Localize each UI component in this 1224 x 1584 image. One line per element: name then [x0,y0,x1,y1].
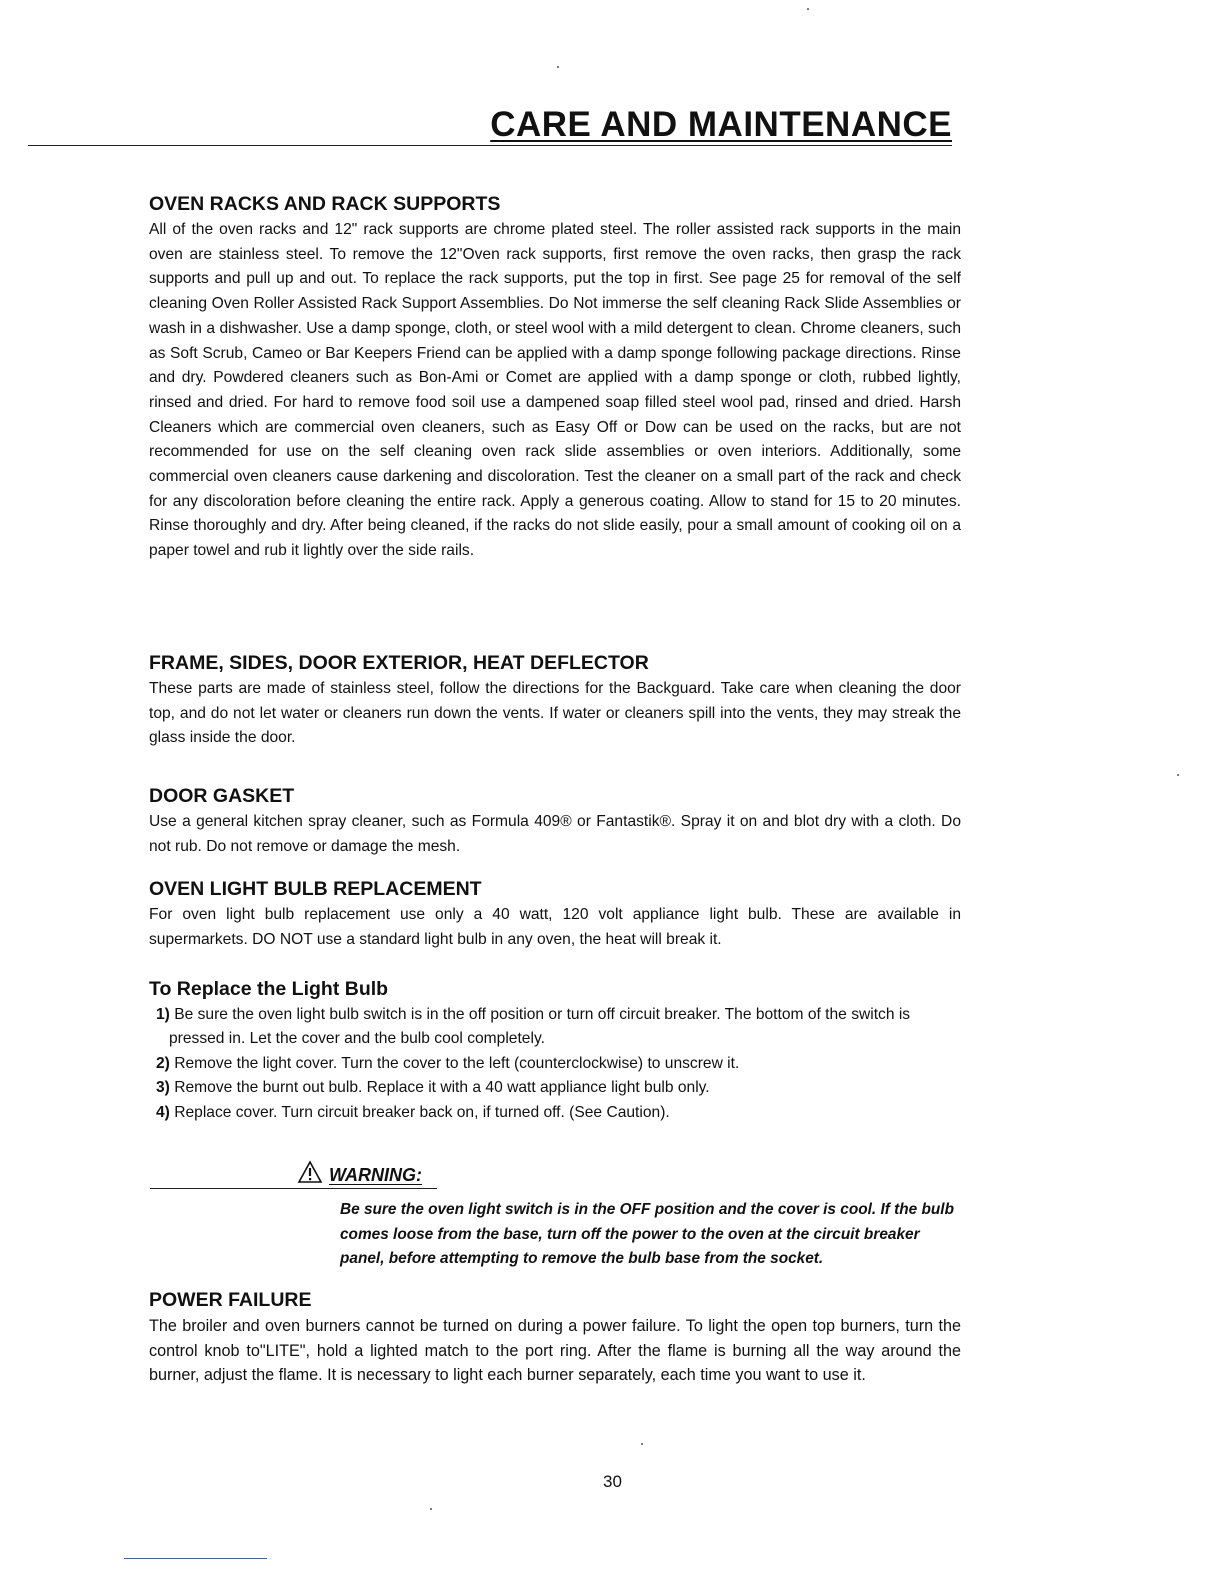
step-text: Remove the light cover. Turn the cover to the left (counterclockwise) to unscrew it. [174,1054,740,1072]
page-number: 30 [603,1472,622,1491]
warning-text: Be sure the oven light switch is in the OFF position and the cover is cool. If the bulb comes loose from the base, turn off the power to the oven at the circuit breaker panel, before attempting to remove the bulb base from the socket. [340,1201,954,1267]
list-item [149,1052,961,1076]
warning-label [297,1160,422,1188]
section-replace-bulb [149,977,961,1125]
scan-speck [430,1508,432,1510]
footer-line [124,1558,267,1559]
step-number: 4) [156,1103,170,1121]
steps-list [149,1003,961,1125]
list-item [149,1003,961,1052]
scan-speck [807,8,809,10]
section-heading: To Replace the Light Bulb [149,978,389,1000]
scan-speck [641,1443,643,1445]
step-number: 3) [156,1079,170,1097]
section-heading: POWER FAILURE [149,1289,312,1311]
section-body: Use a general kitchen spray cleaner, such as Formula 409® or Fantastik®. Spray it on and blot dry with a cloth. Do not rub. Do not remove or damage the mesh. [149,813,961,855]
header-rule [28,145,952,146]
warning-triangle-icon [297,1160,323,1184]
section-heading: FRAME, SIDES, DOOR EXTERIOR, HEAT DEFLECTOR [149,652,649,674]
step-text: Remove the burnt out bulb. Replace it with a 40 watt appliance light bulb only. [174,1079,710,1097]
section-body: These parts are made of stainless steel, follow the directions for the Backguard. Take care when cleaning the door top, and do not let water or cleaners run down the vents. If water or cleaners spill into the vents, they may streak the glass inside the door. [149,680,961,747]
list-item [149,1101,961,1125]
step-number: 2) [156,1054,170,1072]
scan-speck [557,66,559,68]
section-heading: OVEN RACKS AND RACK SUPPORTS [149,193,501,215]
section-light-bulb [149,877,961,952]
section-body: For oven light bulb replacement use only a 40 watt, 120 volt appliance light bulb. These are available in supermarkets. DO NOT use a standard light bulb in any oven, the heat will break it. [149,906,961,948]
section-heading: DOOR GASKET [149,785,295,807]
step-text: Replace cover. Turn circuit breaker back on, if turned off. (See Caution). [174,1103,670,1121]
section-body: All of the oven racks and 12" rack supports are chrome plated steel. The roller assisted rack supports in the main oven are stainless steel. To remove the 12"Oven rack supports, first remove the oven racks, then grasp the rack supports and pull up and out. To replace the rack supports, put the top in first. See page 25 for removal of the self cleaning Oven Roller Assisted Rack Support Assemblies. Do Not immerse the self cleaning Rack Slide Assemblies or wash in a dishwasher. Use a damp sponge, cloth, or steel wool with a mild detergent to clean. Chrome cleaners, such as Soft Scrub, Cameo or Bar Keepers Friend can be applied with a damp sponge following package directions. Rinse and dry. Powdered cleaners such as Bon-Ami or Comet are applied with a damp sponge or cloth, rubbed lightly, rinsed and dried. For hard to remove food soil use a dampened soap filled steel wool pad, rinsed and dried. Harsh Cleaners which are commercial oven cleaners, such as Easy Off or Dow can be used on the racks, but are not recommended for use on the self cleaning oven rack slide assemblies or oven interiors. Additionally, some commercial oven cleaners cause darkening and discoloration. Test the cleaner on a small part of the rack and check for any discoloration before cleaning the entire rack. Apply a generous coating. Allow to stand for 15 to 20 minutes. Rinse thoroughly and dry. After being cleaned, if the racks do not slide easily, pour a small amount of cooking oil on a paper towel and rub it lightly over the side rails. [149,221,961,560]
section-power-failure [149,1288,961,1388]
section-frame-sides [149,651,961,751]
section-body: The broiler and oven burners cannot be turned on during a power failure. To light the open top burners, turn the control knob to"LITE", hold a lighted match to the port ring. After the flame is burning all the way around the burner, adjust the flame. It is necessary to light each burner separately, each time you want to use it. [149,1317,961,1385]
page-title: CARE AND MAINTENANCE [490,105,952,144]
warning-label-text: WARNING: [329,1165,422,1185]
step-number: 1) [156,1006,170,1023]
warning-rule [150,1188,437,1189]
section-door-gasket [149,784,961,859]
section-oven-racks [149,192,961,564]
scan-speck [1177,774,1179,776]
list-item [149,1076,961,1100]
section-heading: OVEN LIGHT BULB REPLACEMENT [149,878,482,900]
step-text: Be sure the oven light bulb switch is in the off position or turn off circuit breaker. The bottom of the switch is pressed in. Let the cover and the bulb cool completely. [169,1006,911,1048]
